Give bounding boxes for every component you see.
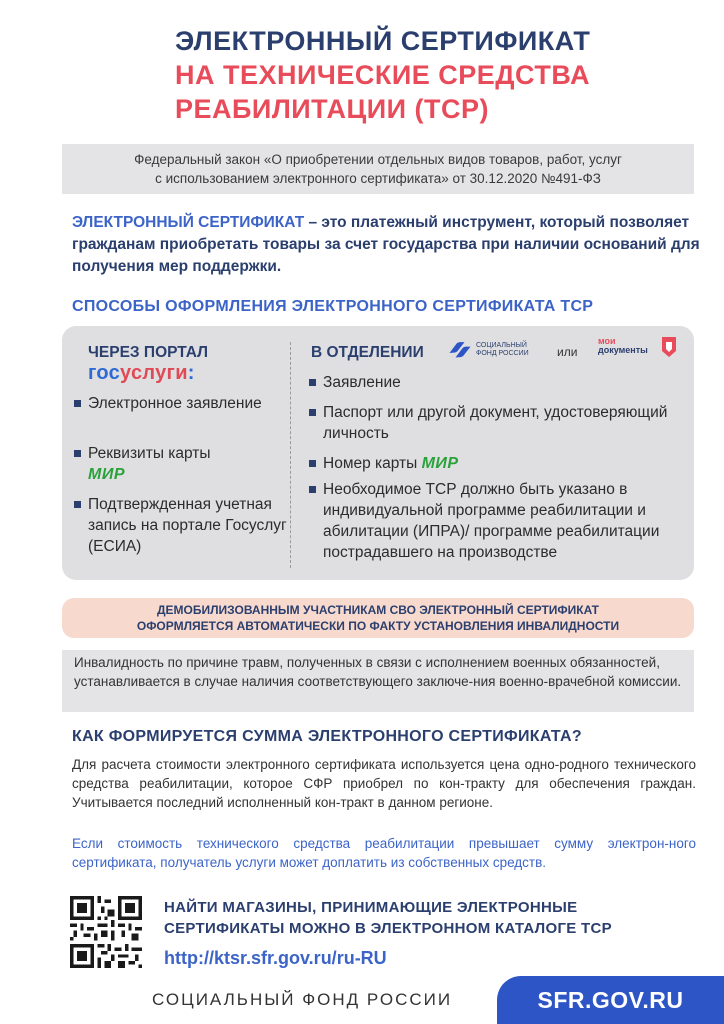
- footer-org-name: СОЦИАЛЬНЫЙ ФОНД РОССИИ: [152, 990, 453, 1009]
- svo-line-2: ОФОРМЛЯЕТСЯ АВТОМАТИЧЕСКИ ПО ФАКТУ УСТАНОВЛЕНИЯ ИНВАЛИДНОСТИ: [136, 619, 620, 633]
- definition-text: – это платежный инструмент, который позволяет гражданам приобретать товары за счет государства при наличии оснований для получения мер поддержки.: [72, 214, 700, 275]
- footer-site-link[interactable]: SFR.GOV.RU: [497, 976, 724, 1024]
- moi-line-1: мои: [598, 336, 616, 346]
- sfr-mini-line-1: СОЦИАЛЬНЫЙ: [476, 342, 527, 349]
- portal-item: Подтвержденная учетная запись на портале Госуслуг (ЕСИА): [74, 494, 288, 557]
- mir-logo: МИР: [421, 455, 459, 472]
- sum-paragraph-2: Если стоимость технического средства реабилитации превышает сумму электрон-ного сертификата, получатель услуги может доплатить из собственных средств.: [72, 836, 696, 870]
- sfr-logo-small-icon: [448, 340, 472, 360]
- office-item: [309, 453, 693, 474]
- catalog-line-1: НАЙТИ МАГАЗИНЫ, ПРИНИМАЮЩИЕ ЭЛЕКТРОННЫЕ: [164, 899, 578, 916]
- sfr-mini-label: [476, 342, 529, 358]
- sfr-mini-line-2: ФОНД РОССИИ: [476, 350, 529, 357]
- title-line-3: РЕАБИЛИТАЦИИ (ТСР): [175, 94, 489, 124]
- definition-term: ЭЛЕКТРОННЫЙ СЕРТИФИКАТ: [72, 214, 305, 231]
- office-item: Заявление: [309, 372, 693, 393]
- moi-line-2: документы: [598, 345, 648, 355]
- moi-dokumenty-logo: [598, 337, 648, 355]
- svo-line-1: ДЕМОБИЛИЗОВАННЫМ УЧАСТНИКАМ СВО ЭЛЕКТРОННЫЙ СЕРТИФИКАТ: [156, 603, 600, 617]
- mir-logo: МИР: [88, 466, 126, 483]
- sfr-logo-icon: [14, 12, 78, 64]
- title-line-2: НА ТЕХНИЧЕСКИЕ СРЕДСТВА: [175, 60, 591, 90]
- title-line-1: ЭЛЕКТРОННЫЙ СЕРТИФИКАТ: [175, 26, 591, 56]
- or-label: или: [557, 345, 578, 359]
- qr-code-icon: [70, 896, 142, 968]
- definition: [72, 212, 702, 278]
- sum-paragraph-1: Для расчета стоимости электронного сертификата используется цена одно-родного технического средства реабилитации, которое СФР приобрел по кон-тракту для обеспечения граждан. Учитывается последний исполненный кон-тракт в данном регионе.: [72, 757, 696, 810]
- gosuslugi-logo-part-1: гос: [88, 362, 121, 384]
- sum-heading: КАК ФОРМИРУЕТСЯ СУММА ЭЛЕКТРОННОГО СЕРТИФИКАТА?: [72, 728, 582, 745]
- portal-item: [74, 443, 288, 485]
- office-item: Паспорт или другой документ, удостоверяющий личность: [309, 402, 693, 444]
- catalog-text: [164, 897, 704, 939]
- law-line-2: с использованием электронного сертификата» от 30.12.2020 №491-ФЗ: [155, 171, 601, 186]
- gosuslugi-logo: [88, 362, 195, 385]
- law-box: [62, 144, 694, 194]
- office-item-text: Номер карты: [323, 455, 418, 472]
- law-line-1: Федеральный закон «О приобретении отдельных видов товаров, работ, услуг: [134, 152, 622, 167]
- gosuslugi-logo-part-2: услуги: [120, 362, 188, 384]
- office-item: Необходимое ТСР должно быть указано в индивидуальной программе реабилитации и абилитации (ИПРА)/ программе реабилитации пострадавшего на производстве: [309, 479, 698, 563]
- moi-dokumenty-icon: [658, 335, 680, 359]
- ways-divider: [290, 342, 291, 568]
- portal-heading: ЧЕРЕЗ ПОРТАЛ: [88, 344, 209, 361]
- portal-item-text: Реквизиты карты: [88, 445, 211, 462]
- gosuslugi-colon: :: [187, 362, 195, 384]
- portal-item: Электронное заявление: [74, 393, 268, 414]
- svo-notice: [62, 598, 694, 638]
- disability-note: Инвалидность по причине травм, полученных в связи с исполнением военных обязанностей, устанавливается в случае наличия соответствующего заключе-ния военно-врачебной комиссии.: [62, 650, 694, 712]
- catalog-line-2: СЕРТИФИКАТЫ МОЖНО В ЭЛЕКТРОННОМ КАТАЛОГЕ ТСР: [164, 920, 612, 937]
- ways-heading: СПОСОБЫ ОФОРМЛЕНИЯ ЭЛЕКТРОННОГО СЕРТИФИКАТА ТСР: [72, 298, 594, 315]
- office-heading: В ОТДЕЛЕНИИ: [311, 344, 424, 361]
- catalog-link[interactable]: http://ktsr.sfr.gov.ru/ru-RU: [164, 948, 387, 968]
